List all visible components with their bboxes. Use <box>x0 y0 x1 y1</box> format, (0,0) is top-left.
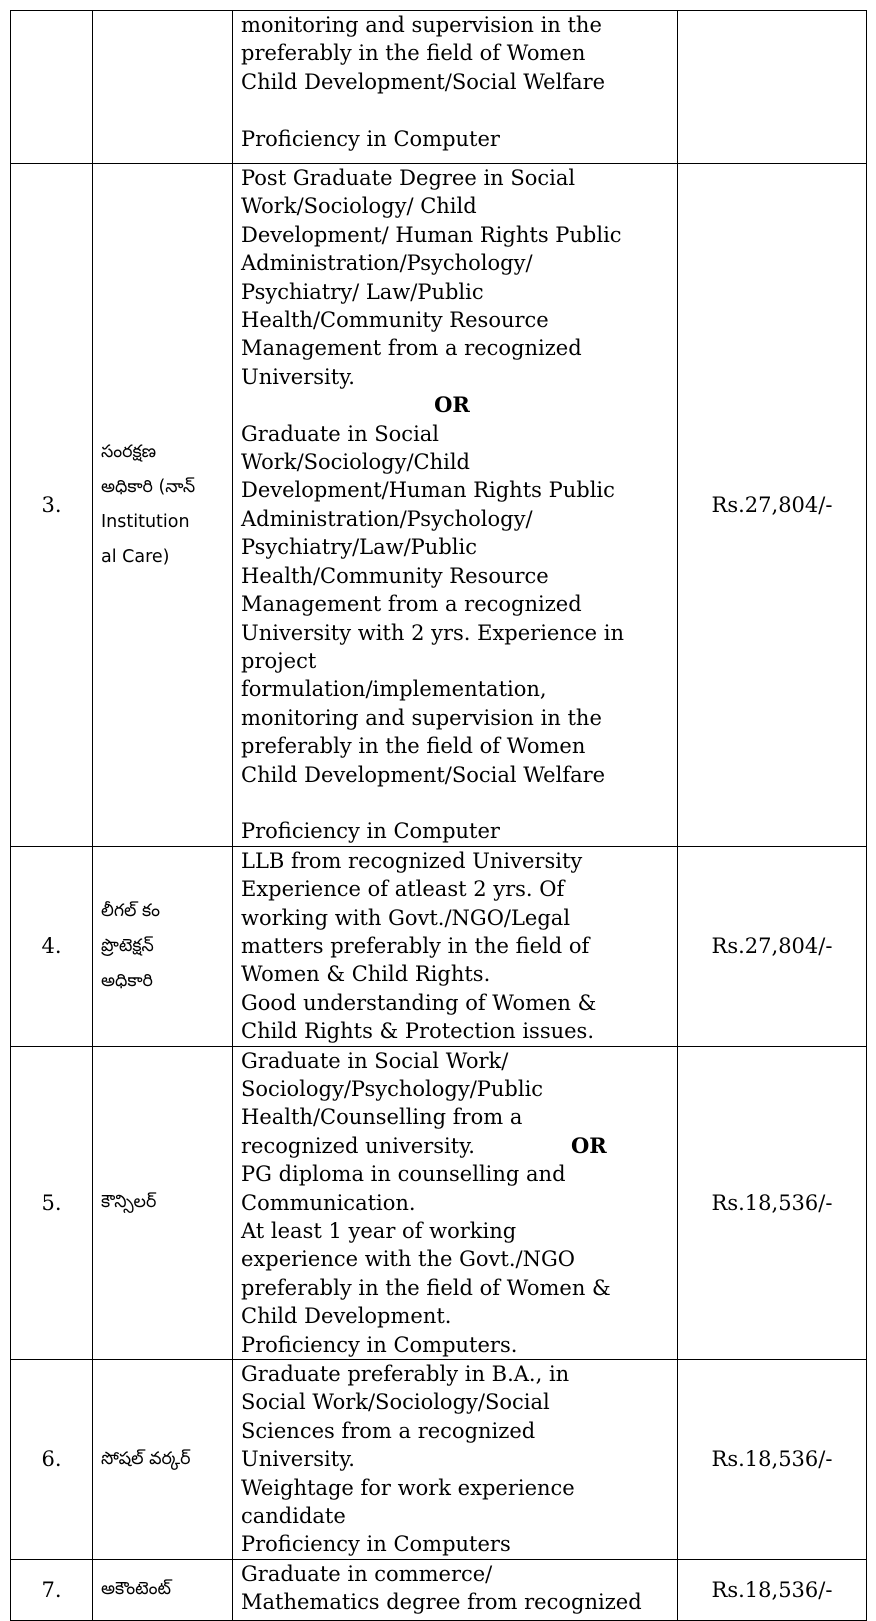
post-name-line: అధికారి (నాన్ <box>101 476 196 497</box>
table-row <box>11 1046 867 1359</box>
qualification-line: Health/Community Resource <box>241 563 549 588</box>
or-separator: OR <box>434 392 470 418</box>
qualification-cell <box>233 1559 678 1620</box>
qualification-line: monitoring and supervision in the <box>241 13 602 37</box>
serial-number-cell: 6. <box>11 1360 93 1560</box>
blank-line <box>241 789 673 817</box>
post-name-line: ప్రొటెక్షన్ <box>101 935 154 956</box>
qualification-line: Proficiency in Computers <box>241 1532 511 1557</box>
salary-cell: Rs.18,536/- <box>678 1559 867 1620</box>
qualification-line: Work/Sociology/ Child <box>241 194 477 219</box>
post-name-line: al Care) <box>101 546 170 567</box>
serial-number-cell: 5. <box>11 1046 93 1359</box>
serial-number-cell: 7. <box>11 1559 93 1620</box>
post-name-cell <box>93 1046 233 1359</box>
qualification-line: Sociology/Psychology/Public <box>241 1076 544 1101</box>
qualification-line: Child Rights & Protection issues. <box>241 1019 595 1044</box>
qualification-line: Graduate in Social Work/ <box>241 1048 509 1073</box>
qualification-cell <box>233 1046 678 1359</box>
qualification-line: project <box>241 648 317 673</box>
recruitment-table <box>10 10 867 1621</box>
serial-number-cell: 4. <box>11 846 93 1046</box>
qualification-line: Child Development. <box>241 1304 452 1329</box>
qualification-line: Good understanding of Women & <box>241 990 597 1015</box>
qualification-line: Graduate in Social <box>241 421 440 446</box>
qualification-line: LLB from recognized University <box>241 848 583 873</box>
qualification-line: Experience of atleast 2 yrs. Of <box>241 877 565 902</box>
qualification-line: Child Development/Social Welfare <box>241 69 606 94</box>
qualification-cell <box>233 846 678 1046</box>
qualification-line: experience with the Govt./NGO <box>241 1247 575 1272</box>
post-name-cell <box>93 1559 233 1620</box>
serial-number-cell <box>11 11 93 164</box>
blank-line <box>241 96 673 124</box>
qualification-line: matters preferably in the field of <box>241 933 590 958</box>
table-row <box>11 1559 867 1620</box>
post-name-line: అధికారి <box>101 970 153 991</box>
qualification-line: Social Work/Sociology/Social <box>241 1390 550 1415</box>
qualification-line: Work/Sociology/Child <box>241 450 471 475</box>
table-row <box>11 846 867 1046</box>
post-name-line: సంరక్షణ <box>101 441 157 462</box>
qualification-line: Communication. <box>241 1190 416 1215</box>
qualification-line: Proficiency in Computer <box>241 126 500 151</box>
qualification-line: Graduate preferably in B.A., in <box>241 1362 570 1387</box>
qualification-line: Weightage for work experience <box>241 1475 575 1500</box>
qualification-line: University with 2 yrs. Experience in <box>241 620 624 645</box>
qualification-line: Psychiatry/ Law/Public <box>241 279 484 304</box>
qualification-line: preferably in the field of Women & <box>241 1275 611 1300</box>
qualification-cell <box>233 11 678 164</box>
qualification-line: Graduate in commerce/ <box>241 1561 493 1586</box>
serial-number-cell: 3. <box>11 164 93 847</box>
qualification-line: At least 1 year of working <box>241 1219 517 1244</box>
qualification-line: Proficiency in Computer <box>241 819 500 844</box>
qualification-line: Administration/Psychology/ <box>241 251 533 276</box>
qualification-line: Development/ Human Rights Public <box>241 222 622 247</box>
table-row <box>11 1360 867 1560</box>
or-separator: OR <box>570 1132 607 1158</box>
qualification-line: Post Graduate Degree in Social <box>241 166 576 190</box>
qualification-line: candidate <box>241 1504 346 1529</box>
salary-cell: Rs.27,804/- <box>678 164 867 847</box>
qualification-cell <box>233 1360 678 1560</box>
qualification-line: Psychiatry/Law/Public <box>241 535 477 560</box>
post-name-cell <box>93 11 233 164</box>
qualification-line: preferably in the field of Women <box>241 734 586 759</box>
qualification-line: Management from a recognized <box>241 592 582 617</box>
salary-cell: Rs.18,536/- <box>678 1046 867 1359</box>
qualification-cell <box>233 164 678 847</box>
post-name-line: Institution <box>101 511 190 532</box>
salary-cell: Rs.18,536/- <box>678 1360 867 1560</box>
post-name-line: అకౌంటెంట్ <box>101 1579 171 1600</box>
qualification-line: Mathematics degree from recognized <box>241 1590 642 1615</box>
qualification-line: working with Govt./NGO/Legal <box>241 905 571 930</box>
qualification-line: Management from a recognized <box>241 336 582 361</box>
qualification-line: Health/Community Resource <box>241 308 549 333</box>
qualification-line: Proficiency in Computers. <box>241 1332 518 1357</box>
post-name-line: లీగల్ కం <box>101 900 161 921</box>
qualification-line: PG diploma in counselling and <box>241 1162 566 1187</box>
post-name-line: కౌన్సిలర్ <box>101 1192 157 1213</box>
qualification-line: Health/Counselling from a <box>241 1105 523 1130</box>
table-row <box>11 164 867 847</box>
qualification-line: University. <box>241 364 355 389</box>
post-name-cell <box>93 1360 233 1560</box>
qualification-line: Child Development/Social Welfare <box>241 762 606 787</box>
table-row <box>11 11 867 164</box>
post-name-cell <box>93 164 233 847</box>
qualification-line: preferably in the field of Women <box>241 41 586 66</box>
qualification-line: Development/Human Rights Public <box>241 478 615 503</box>
qualification-line: monitoring and supervision in the <box>241 705 602 730</box>
qualification-line: Sciences from a recognized <box>241 1418 536 1443</box>
qualification-line: University. <box>241 1447 355 1472</box>
salary-cell: Rs.27,804/- <box>678 846 867 1046</box>
qualification-line: Administration/Psychology/ <box>241 506 533 531</box>
qualification-line: Women & Child Rights. <box>241 962 491 987</box>
post-name-cell <box>93 846 233 1046</box>
salary-cell <box>678 11 867 164</box>
qualification-line: formulation/implementation, <box>241 677 547 702</box>
qualification-line: recognized university. <box>241 1133 475 1158</box>
post-name-line: సోషల్ వర్కర్ <box>101 1448 191 1469</box>
